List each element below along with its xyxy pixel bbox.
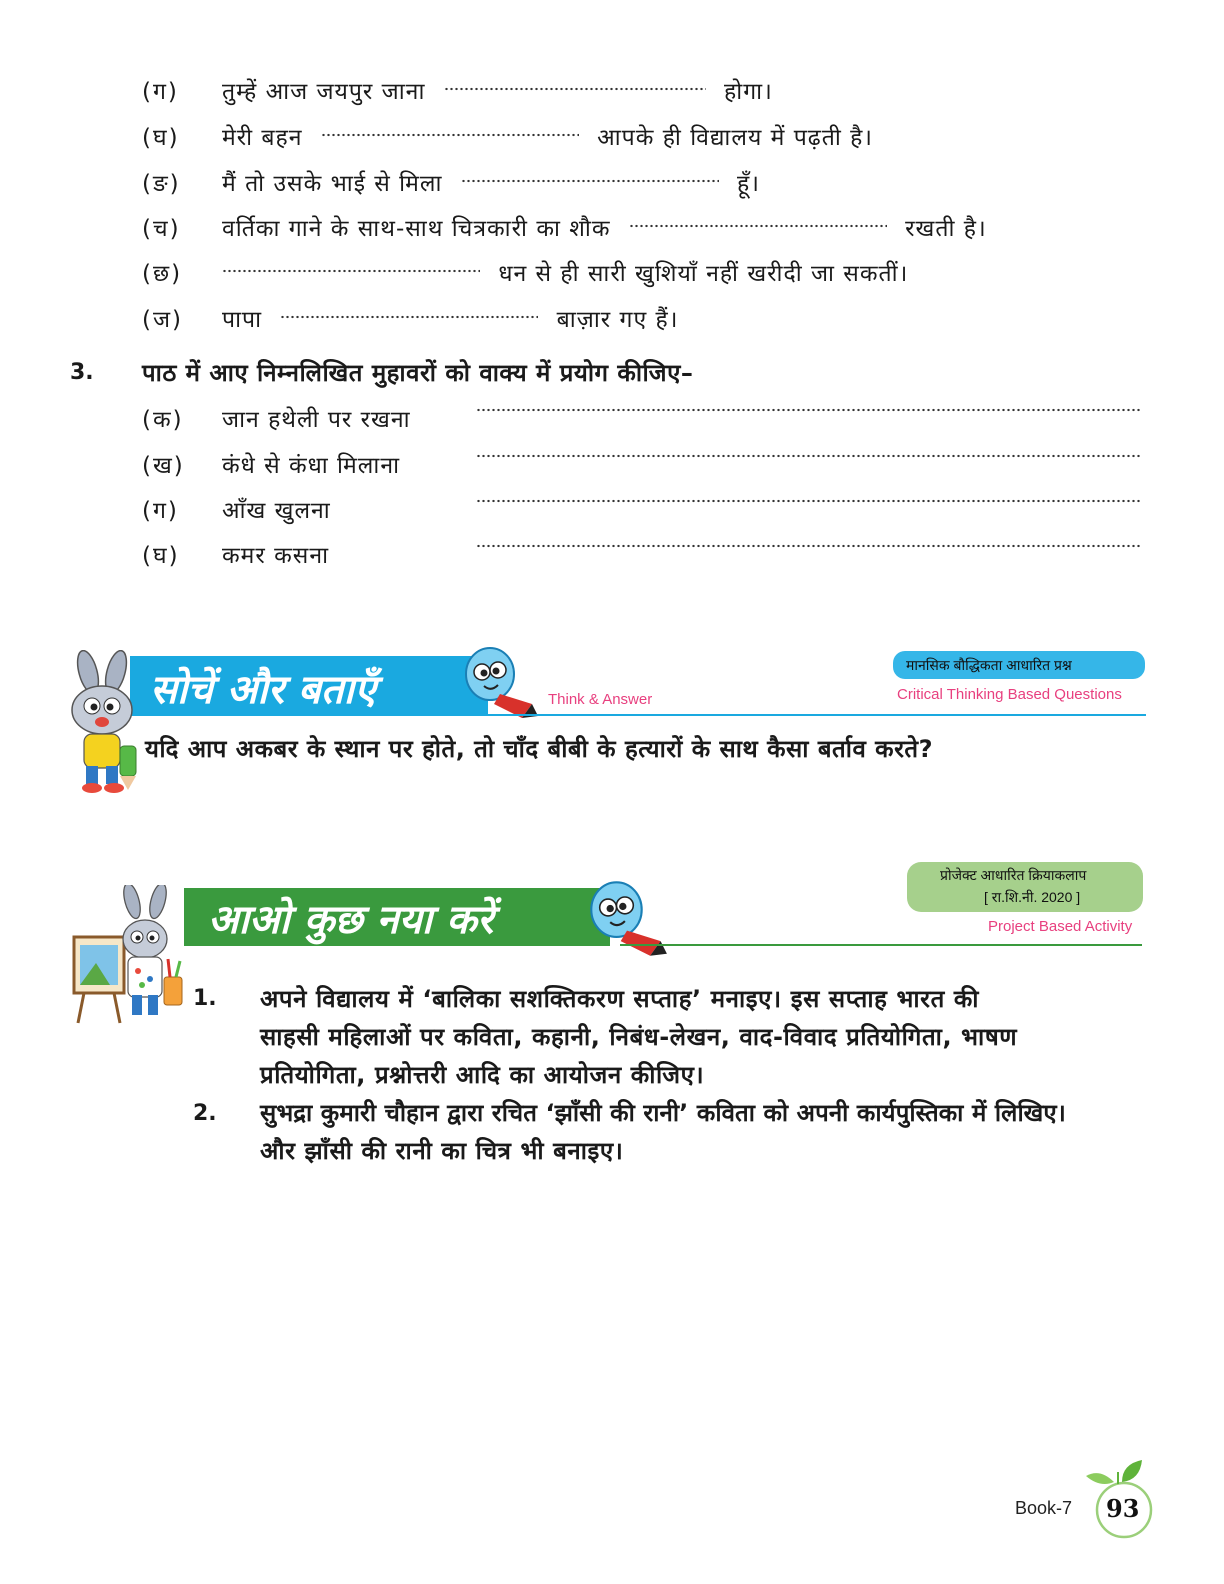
- sentence-after: बाज़ार गए हैं।: [556, 307, 679, 333]
- question-prompt: पाठ में आए निम्नलिखित मुहावरों को वाक्य में प्रयोग कीजिए–: [142, 359, 694, 387]
- answer-line[interactable]: [476, 544, 1140, 548]
- fill-row-cha: [0, 205, 1224, 245]
- sentence-before: मेरी बहन: [222, 125, 303, 151]
- project-item-1-line2: साहसी महिलाओं पर कविता, कहानी, निबंध-लेखन, वाद-विवाद प्रतियोगिता, भाषण: [260, 1023, 1018, 1051]
- fill-row-chha: [0, 250, 1224, 290]
- sentence-after: आपके ही विद्यालय में पढ़ती है।: [597, 125, 874, 151]
- answer-line[interactable]: [476, 454, 1140, 458]
- item-label: (ज): [142, 307, 184, 333]
- idiom-row: [0, 489, 1224, 529]
- sentence: [222, 120, 873, 152]
- sentence: [222, 211, 987, 243]
- idiom-text: कंधे से कंधा मिलाना: [222, 453, 401, 479]
- item-label: (च): [142, 216, 181, 242]
- think-divider: [150, 714, 1146, 716]
- idiom-row: [0, 444, 1224, 484]
- project-item-1-line1: अपने विद्यालय में ‘बालिका सशक्तिकरण सप्ताह’ मनाइए। इस सप्ताह भारत की: [260, 985, 980, 1013]
- sentence-after: होगा।: [724, 79, 773, 105]
- answer-blank[interactable]: [280, 315, 538, 319]
- project-item-1-line3: प्रतियोगिता, प्रश्नोत्तरी आदि का आयोजन कीजिए।: [260, 1061, 705, 1089]
- fill-row-gha: [0, 114, 1224, 154]
- item-label: (ङ): [142, 171, 181, 197]
- item-label: (ग): [142, 79, 179, 105]
- sentence-before: तुम्हें आज जयपुर जाना: [222, 79, 426, 105]
- item-label: (घ): [142, 543, 180, 569]
- idiom-row: [0, 398, 1224, 438]
- question-number: 3.: [70, 360, 94, 385]
- answer-blank[interactable]: [461, 179, 719, 183]
- sentence: [222, 74, 773, 106]
- think-question: यदि आप अकबर के स्थान पर होते, तो चाँद बीबी के हत्यारों के साथ कैसा बर्ताव करते?: [145, 735, 933, 763]
- rabbit-painter-icon: [70, 885, 190, 1025]
- item-label: (छ): [142, 261, 183, 287]
- answer-blank[interactable]: [444, 87, 706, 91]
- answer-blank[interactable]: [222, 269, 480, 273]
- item-label: (घ): [142, 125, 180, 151]
- idiom-text: जान हथेली पर रखना: [222, 407, 411, 433]
- think-title: सोचें और बताएँ: [150, 666, 377, 713]
- sentence-before: वर्तिका गाने के साथ-साथ चित्रकारी का शौक: [222, 216, 611, 242]
- answer-line[interactable]: [476, 408, 1140, 412]
- sentence-after: रखती है।: [905, 216, 987, 242]
- project-item-2-line1: सुभद्रा कुमारी चौहान द्वारा रचित ‘झाँसी की रानी’ कविता को अपनी कार्यपुस्तिका में लिखिए।: [260, 1099, 1066, 1127]
- think-tag-hindi: मानसिक बौद्धिकता आधारित प्रश्न: [906, 657, 1072, 673]
- pen-mascot-icon: [584, 876, 670, 960]
- sentence-after: धन से ही सारी खुशियाँ नहीं खरीदी जा सकतीं।: [498, 261, 909, 287]
- sentence: [222, 256, 908, 288]
- page-number: 93: [1106, 1494, 1140, 1523]
- sentence-after: हूँ।: [737, 171, 760, 197]
- answer-blank[interactable]: [629, 224, 887, 228]
- answer-line[interactable]: [476, 499, 1140, 503]
- think-tag-english: Critical Thinking Based Questions: [897, 686, 1122, 703]
- fill-row-ga: [0, 68, 1224, 108]
- project-item-number: 2.: [193, 1101, 217, 1126]
- sentence-before: पापा: [222, 307, 263, 333]
- item-label: (ग): [142, 498, 179, 524]
- project-divider: [620, 944, 1142, 946]
- sentence-before: मैं तो उसके भाई से मिला: [222, 171, 443, 197]
- fill-row-ja: [0, 296, 1224, 336]
- answer-blank[interactable]: [321, 133, 579, 137]
- project-tag-english: Project Based Activity: [988, 918, 1133, 935]
- idiom-text: आँख खुलना: [222, 498, 331, 524]
- project-title: आओ कुछ नया करें: [208, 896, 494, 943]
- project-tag-hindi-line1: प्रोजेक्ट आधारित क्रियाकलाप: [940, 867, 1087, 883]
- think-subtitle: Think & Answer: [548, 691, 653, 708]
- pen-mascot-icon: [460, 642, 540, 722]
- project-tag-hindi-line2: [ रा.शि.नी. 2020 ]: [984, 889, 1081, 905]
- sentence: [222, 166, 760, 198]
- idiom-row: [0, 534, 1224, 574]
- item-label: (क): [142, 407, 184, 433]
- project-item-number: 1.: [193, 986, 217, 1011]
- idiom-text: कमर कसना: [222, 543, 330, 569]
- item-label: (ख): [142, 453, 185, 479]
- book-label: Book-7: [1015, 1498, 1073, 1518]
- sentence: [222, 302, 678, 334]
- rabbit-mascot-icon: [52, 650, 152, 800]
- project-item-2-line2: और झाँसी की रानी का चित्र भी बनाइए।: [260, 1137, 624, 1165]
- fill-row-nga: [0, 160, 1224, 200]
